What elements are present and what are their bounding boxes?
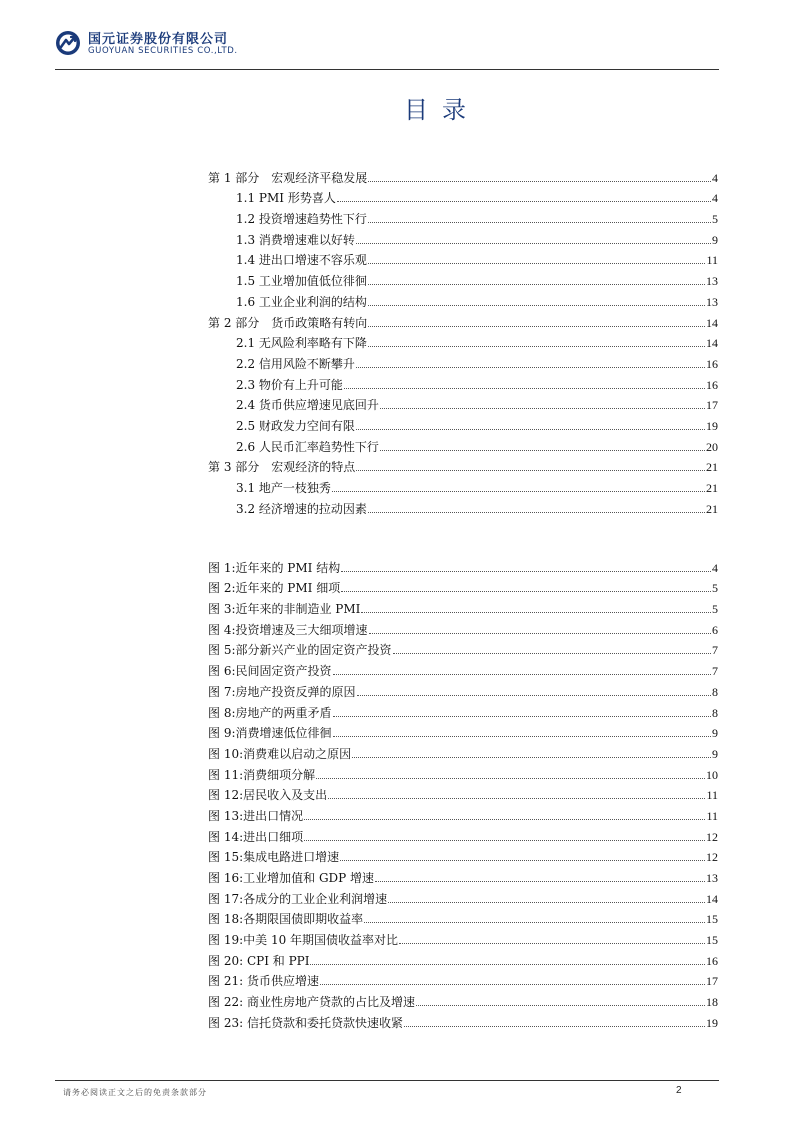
dot-leader <box>310 964 705 965</box>
figure-entry-label: 图 3:近年来的非制造业 PMI <box>208 602 361 617</box>
dot-leader <box>368 326 705 327</box>
figure-entry-label: 图 6:民间固定资产投资 <box>208 664 332 679</box>
toc-entry[interactable] <box>208 247 718 268</box>
figure-entry-label: 图 16:工业增加值和 GDP 增速 <box>208 871 375 885</box>
toc-entry[interactable] <box>208 205 718 226</box>
dot-leader <box>352 757 711 758</box>
figure-entry-label: 图 23: 信托贷款和委托贷款快速收紧 <box>208 1015 403 1030</box>
footer-divider <box>55 1080 719 1081</box>
dot-leader <box>356 470 705 471</box>
dot-leader <box>332 491 705 492</box>
figure-entry[interactable] <box>208 782 718 803</box>
dot-leader <box>368 222 711 223</box>
toc-entry-page: 14 <box>706 336 718 351</box>
figure-entry-page: 13 <box>706 871 718 885</box>
toc-entry-page: 13 <box>706 294 718 309</box>
figure-entry-label: 图 17:各成分的工业企业利润增速 <box>208 891 388 906</box>
figure-entry-page: 7 <box>712 643 718 658</box>
dot-leader <box>368 181 711 182</box>
figure-entry[interactable] <box>208 678 718 699</box>
dot-leader <box>316 778 705 779</box>
figure-entry-page: 8 <box>712 705 718 720</box>
dot-leader <box>388 902 705 903</box>
figure-entry-page: 18 <box>706 995 718 1010</box>
figure-entry-page: 10 <box>706 767 718 782</box>
figure-entry[interactable] <box>208 823 718 844</box>
figure-entry-label: 图 22: 商业性房地产贷款的占比及增速 <box>208 995 415 1010</box>
toc-entry-page: 11 <box>706 253 718 268</box>
figure-entry-page: 15 <box>706 933 718 948</box>
dot-leader <box>333 716 712 717</box>
figure-entry[interactable] <box>208 699 718 720</box>
dot-leader <box>399 943 705 944</box>
toc-entry[interactable] <box>208 495 718 516</box>
figure-entry-label: 图 7:房地产投资反弹的原因 <box>208 684 356 699</box>
figure-entry-label: 图 1:近年来的 PMI 结构 <box>208 560 341 575</box>
dot-leader <box>304 840 705 841</box>
toc-entry[interactable] <box>208 474 718 495</box>
toc-entry[interactable] <box>208 392 718 413</box>
toc-entry-label: 3.1 地产一枝独秀 <box>236 481 331 495</box>
disclaimer-note: 请务必阅读正文之后的免责条款部分 <box>63 1088 207 1097</box>
figure-entry-label: 图 13:进出口情况 <box>208 808 304 823</box>
toc-entry-label: 第 3 部分 宏观经济的特点 <box>208 460 356 475</box>
dot-leader <box>368 263 706 264</box>
toc-entry[interactable] <box>208 454 718 475</box>
toc-entry-label: 第 2 部分 货币政策略有转向 <box>208 315 368 330</box>
toc-entry-label: 第 1 部分 宏观经济平稳发展 <box>208 170 368 185</box>
figure-entry-label: 图 9:消费增速低位徘徊 <box>208 726 332 741</box>
dot-leader <box>393 653 712 654</box>
figure-entry[interactable] <box>208 844 718 865</box>
dot-leader <box>364 922 705 923</box>
figure-entry-page: 15 <box>706 912 718 927</box>
toc-entry-page: 20 <box>706 439 718 454</box>
list-of-figures <box>208 554 718 1030</box>
figure-entry-label: 图 2:近年来的 PMI 细项 <box>208 581 341 596</box>
figure-entry-page: 14 <box>706 891 718 906</box>
dot-leader <box>368 284 705 285</box>
figure-entry-label: 图 20: CPI 和 PPI <box>208 953 310 968</box>
dot-leader <box>333 674 712 675</box>
toc-entry-label: 1.2 投资增速趋势性下行 <box>236 212 367 227</box>
toc-entry-label: 1.4 进出口增速不容乐观 <box>236 253 367 268</box>
toc-entry-page: 17 <box>706 398 718 413</box>
figure-entry-label: 图 15:集成电路进口增速 <box>208 850 340 865</box>
figure-entry-page: 9 <box>712 726 718 741</box>
toc-entry-label: 1.1 PMI 形势喜人 <box>236 191 336 206</box>
toc-entry-page: 13 <box>706 274 718 289</box>
dot-leader <box>304 819 705 820</box>
dot-leader <box>404 1026 705 1027</box>
dot-leader <box>320 984 705 985</box>
toc-entry[interactable] <box>208 330 718 351</box>
figure-entry-label: 图 14:进出口细项 <box>208 829 304 844</box>
figure-entry[interactable] <box>208 740 718 761</box>
toc-entry-page: 4 <box>712 191 718 206</box>
figure-entry[interactable] <box>208 864 718 885</box>
toc-entry-page: 14 <box>706 315 718 330</box>
toc-entry[interactable] <box>208 226 718 247</box>
header-divider <box>55 69 719 70</box>
table-of-contents <box>208 164 718 516</box>
toc-entry-label: 2.1 无风险利率略有下降 <box>236 336 367 351</box>
toc-entry-label: 1.5 工业增加值低位徘徊 <box>236 274 367 289</box>
toc-entry[interactable] <box>208 267 718 288</box>
toc-entry-label: 2.2 信用风险不断攀升 <box>236 356 355 371</box>
figure-entry-page: 6 <box>712 622 718 637</box>
dot-leader <box>341 591 711 592</box>
dot-leader <box>380 408 705 409</box>
company-name-cn: 国元证券股份有限公司 <box>88 32 229 47</box>
dot-leader <box>341 571 711 572</box>
figure-entry-label: 图 19:中美 10 年期国债收益率对比 <box>208 933 399 948</box>
dot-leader <box>368 512 705 513</box>
figure-entry[interactable] <box>208 947 718 968</box>
dot-leader <box>368 305 705 306</box>
dot-leader <box>368 346 705 347</box>
figure-entry-label: 图 11:消费细项分解 <box>208 767 316 782</box>
figure-entry-page: 19 <box>706 1015 718 1030</box>
figure-entry-page: 5 <box>712 602 718 617</box>
toc-entry-page: 16 <box>706 377 718 392</box>
figure-entry-label: 图 12:居民收入及支出 <box>208 788 328 803</box>
toc-entry[interactable] <box>208 350 718 371</box>
figure-entry[interactable] <box>208 637 718 658</box>
figure-entry-page: 8 <box>712 684 718 699</box>
figure-entry[interactable] <box>208 906 718 927</box>
figure-entry[interactable] <box>208 575 718 596</box>
dot-leader <box>344 388 705 389</box>
dot-leader <box>356 367 705 368</box>
figure-entry-page: 5 <box>712 581 718 596</box>
toc-entry-page: 19 <box>706 418 718 433</box>
toc-entry-label: 1.6 工业企业利润的结构 <box>236 294 367 309</box>
figure-entry-page: 12 <box>706 850 718 865</box>
figure-entry[interactable] <box>208 968 718 989</box>
dot-leader <box>340 860 705 861</box>
guoyuan-logo-icon <box>55 30 81 56</box>
toc-entry-page: 21 <box>706 460 718 475</box>
toc-entry[interactable] <box>208 288 718 309</box>
dot-leader <box>375 881 705 882</box>
toc-entry-page: 5 <box>712 212 718 227</box>
dot-leader <box>416 1005 705 1006</box>
figure-entry-page: 9 <box>712 746 718 761</box>
dot-leader <box>357 695 712 696</box>
toc-entry-page: 16 <box>706 356 718 371</box>
figure-entry[interactable] <box>208 595 718 616</box>
toc-entry[interactable] <box>208 185 718 206</box>
toc-entry[interactable] <box>208 412 718 433</box>
toc-entry-label: 2.3 物价有上升可能 <box>236 377 343 392</box>
page-title: 目录 <box>404 96 480 124</box>
toc-entry-label: 2.4 货币供应增速见底回升 <box>236 398 379 413</box>
dot-leader <box>361 612 711 613</box>
figure-entry-label: 图 10:消费难以启动之原因 <box>208 746 352 761</box>
figure-entry-page: 11 <box>706 788 718 803</box>
dot-leader <box>380 450 705 451</box>
toc-entry-label: 3.2 经济增速的拉动因素 <box>236 501 367 516</box>
figure-entry-page: 17 <box>706 974 718 989</box>
figure-entry[interactable] <box>208 657 718 678</box>
figure-entry[interactable] <box>208 802 718 823</box>
figure-entry[interactable] <box>208 761 718 782</box>
toc-entry-page: 9 <box>712 232 718 247</box>
figure-entry-label: 图 4:投资增速及三大细项增速 <box>208 622 368 637</box>
company-name-en: GUOYUAN SECURITIES CO.,LTD. <box>88 46 238 56</box>
figure-entry-label: 图 5:部分新兴产业的固定资产投资 <box>208 643 392 658</box>
figure-entry-page: 16 <box>706 953 718 968</box>
dot-leader <box>369 633 712 634</box>
figure-entry[interactable] <box>208 720 718 741</box>
figure-entry[interactable] <box>208 1009 718 1030</box>
toc-entry-label: 2.6 人民币汇率趋势性下行 <box>236 439 379 454</box>
toc-entry-label: 2.5 财政发力空间有限 <box>236 418 355 433</box>
toc-entry[interactable] <box>208 371 718 392</box>
figure-entry-label: 图 21: 货币供应增速 <box>208 974 319 989</box>
figure-entry-label: 图 8:房地产的两重矛盾 <box>208 705 332 720</box>
toc-entry-label: 1.3 消费增速难以好转 <box>236 232 355 247</box>
figure-entry[interactable] <box>208 885 718 906</box>
figure-entry-page: 11 <box>706 808 718 823</box>
figure-entry-label: 图 18:各期限国债即期收益率 <box>208 912 364 927</box>
figure-entry[interactable] <box>208 616 718 637</box>
page-header <box>55 28 719 68</box>
figure-entry[interactable] <box>208 926 718 947</box>
page-number: 2 <box>676 1085 682 1096</box>
toc-entry-page: 21 <box>706 481 718 495</box>
figure-entry[interactable] <box>208 554 718 575</box>
toc-entry[interactable] <box>208 164 718 185</box>
dot-leader <box>356 243 711 244</box>
dot-leader <box>328 798 705 799</box>
toc-entry[interactable] <box>208 433 718 454</box>
dot-leader <box>333 736 712 737</box>
toc-entry[interactable] <box>208 309 718 330</box>
figure-entry-page: 4 <box>712 560 718 575</box>
figure-entry[interactable] <box>208 988 718 1009</box>
dot-leader <box>337 201 711 202</box>
dot-leader <box>356 429 705 430</box>
toc-entry-page: 4 <box>712 170 718 185</box>
figure-entry-page: 12 <box>706 829 718 844</box>
figure-entry-page: 7 <box>712 664 718 679</box>
toc-entry-page: 21 <box>706 501 718 516</box>
